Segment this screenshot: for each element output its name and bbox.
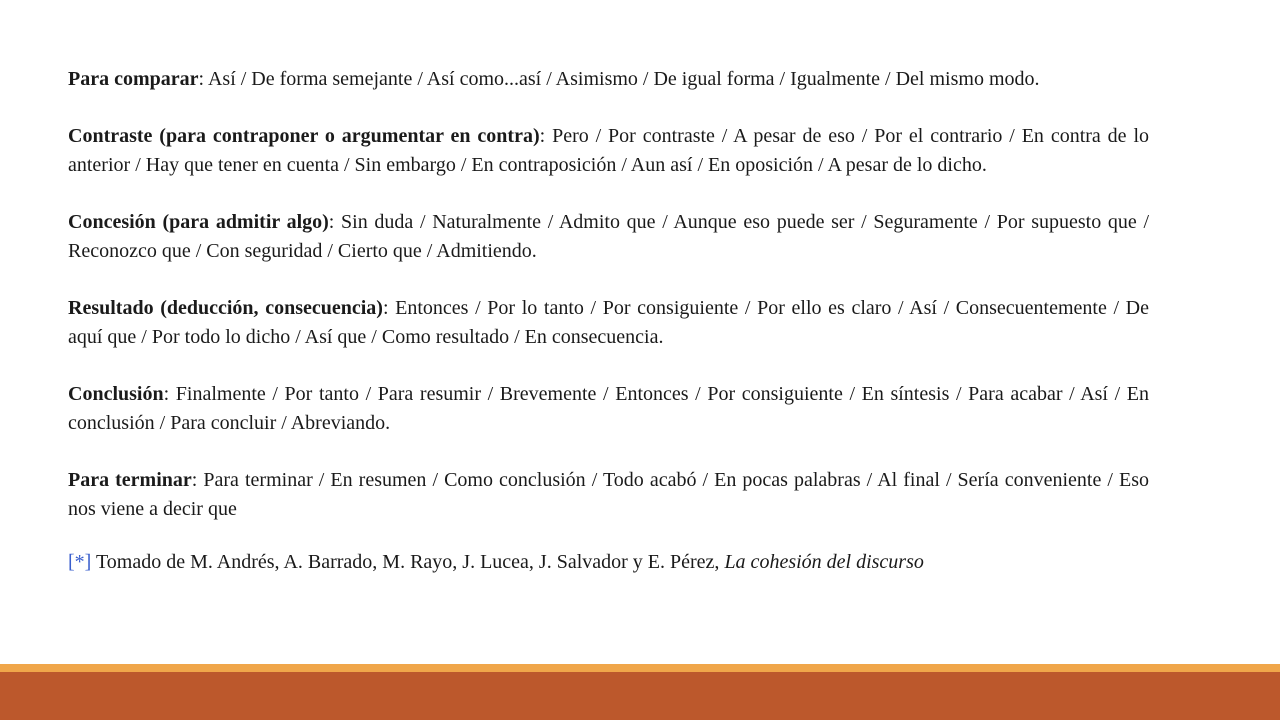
paragraph-text: : Para terminar / En resumen / Como conclusión / Todo acabó / En pocas palabras / Al final / Sería conveniente / Eso nos viene a decir que xyxy=(68,469,1149,520)
paragraph-contraste xyxy=(68,122,1149,180)
footnote-text: Tomado de M. Andrés, A. Barrado, M. Rayo, J. Lucea, J. Salvador y E. Pérez, xyxy=(91,551,725,573)
paragraph-text: : Entonces / Por lo tanto / Por consiguiente / Por ello es claro / Así / Consecuentemente / De aquí que / Por todo lo dicho / Así que / Como resultado / En consecuencia. xyxy=(68,297,1149,348)
paragraph-term: Resultado (deducción, consecuencia) xyxy=(68,297,383,319)
paragraph-term: Para terminar xyxy=(68,469,192,491)
paragraph-term: Conclusión xyxy=(68,383,164,405)
paragraph-text: : Sin duda / Naturalmente / Admito que / Aunque eso puede ser / Seguramente / Por supuesto que / Reconozco que / Con seguridad / Cierto que / Admitiendo. xyxy=(68,211,1149,262)
paragraph-resultado xyxy=(68,294,1149,352)
paragraph-comparar xyxy=(68,65,1149,94)
footnote-book-title: La cohesión del discurso xyxy=(724,551,924,573)
footer-accent-line xyxy=(0,664,1280,672)
paragraph-conclusion xyxy=(68,380,1149,438)
footnote-marker-link[interactable]: [*] xyxy=(68,551,92,573)
paragraph-text: : Pero / Por contraste / A pesar de eso / Por el contrario / En contra de lo anterior / Hay que tener en cuenta / Sin embargo / En contraposición / Aun así / En oposición / A pesar de lo dicho. xyxy=(68,125,1149,176)
paragraph-text: : Finalmente / Por tanto / Para resumir / Brevemente / Entonces / Por consiguiente / En síntesis / Para acabar / Así / En conclusión / Para concluir / Abreviando. xyxy=(68,383,1149,434)
paragraph-term: Concesión (para admitir algo) xyxy=(68,211,329,233)
slide-body xyxy=(68,65,1149,577)
paragraph-term: Para comparar xyxy=(68,68,199,90)
paragraph-concesion xyxy=(68,208,1149,266)
paragraph-term: Contraste (para contraponer o argumentar en contra) xyxy=(68,125,540,147)
footer-bar xyxy=(0,672,1280,720)
footnote xyxy=(68,548,1149,577)
paragraph-terminar xyxy=(68,466,1149,524)
paragraph-text: : Así / De forma semejante / Así como...así / Asimismo / De igual forma / Igualmente / Del mismo modo. xyxy=(198,68,1040,90)
